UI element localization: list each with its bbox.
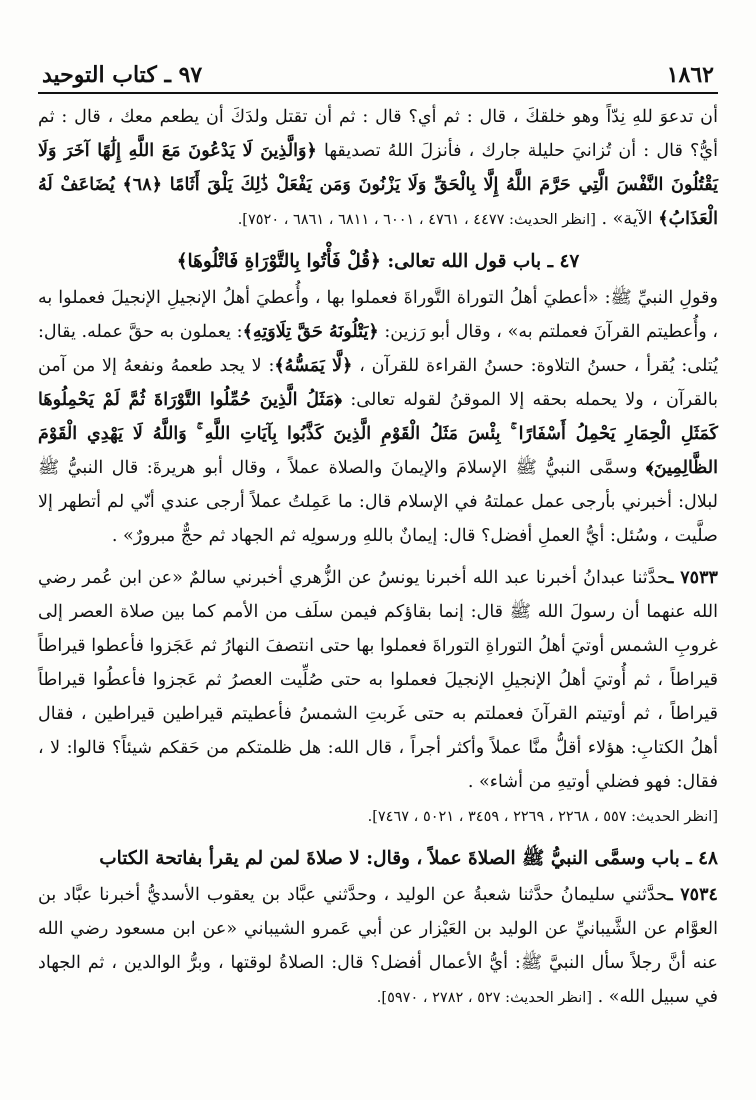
heading-quran: ﴿قُلْ فَأْتُوا بِالتَّوْرَاةِ فَاتْلُوهَا﴾ (176, 251, 381, 272)
book-title: ٩٧ ـ كتاب التوحيد (42, 62, 203, 88)
section-heading-48: ٤٨ ـ باب وسمَّى النبيُّ ﷺ الصلاةَ عملاً ، وقال: لا صلاةَ لمن لم يقرأ بفاتحة الكتاب (99, 848, 718, 869)
hadith-number: ٧٥٣٣ ـ (668, 567, 719, 588)
hadith-continuation (38, 100, 718, 237)
quran-verse: ﴿يَتْلُونَهُ حَقَّ تِلَاوَتِهِ﴾ (242, 321, 379, 342)
heading-text: ٤٧ ـ باب قول الله تعالى: (380, 251, 580, 272)
page-content (38, 94, 718, 1015)
text: وقولِ النبيِّ ﷺ: «أعطيَ أهلُ التوراة التَّوراةَ فعملوا بها ، وأُعطيَ أهلُ الإنجيلِ الإنجيلَ فعملوا به ، وأُعطيتم القرآنَ فعملتم به» ، وقال أبو رَزين: (38, 288, 719, 342)
section-47-body (38, 281, 718, 553)
page-number: ١٨٦٢ (666, 62, 714, 88)
hadith-number: ٧٥٣٤ ـ (667, 884, 719, 905)
text: الآية» . (595, 209, 659, 229)
page-header (38, 62, 718, 94)
text: : يعملون به حقَّ عمله. يقال: يُتلى: يُقرأ ، حسنُ التلاوة: حسنُ القراءة للقرآن ، (38, 322, 718, 376)
cross-reference: [انظر الحديث: ٥٢٧ ، ٢٧٨٢ ، ٥٩٧٠]. (376, 990, 592, 1006)
cross-reference: [انظر الحديث: ٤٤٧٧ ، ٤٧٦١ ، ٦٠٠١ ، ٦٨١١ ، ٦٨٦١ ، ٧٥٢٠]. (237, 212, 596, 228)
hadith-text: حدَّثنا عبدانُ أخبرنا عبد الله أخبرنا يونسُ عن الزُّهري أخبرني سالمٌ «عن ابن عُمر رضي الله عنهما أن رسولَ الله ﷺ قال: إنما بقاؤكم فيمن سلَف من الأمم كما بين صلاة العصر إلى غروبِ الشمس أوتيَ أهلُ التوراةِ التوراةَ فعملوا بها حتى انتصفَ النهارُ ثم عَجَزوا فأعطوا قيراطاً قيراطاً ، ثم أُوتيَ أهلُ الإنجيلِ الإنجيلَ فعملوا به حتى صُلِّيت العصرُ ثم عَجزوا فأعطُوا قيراطاً قيراطاً ، ثم أوتيتم القرآنَ فعملتم به حتى غَربتِ الشمسُ فأعطيتم قيراطين قيراطين ، فقال أهلُ الكتابِ: هؤلاء أقلُّ منَّا عملاً وأكثر أجراً ، قال الله: هل ظلمتكم من حَقكم شيئاً؟ قالوا: لا ، فقال: فهو فضلي أوتيهِ من أشاء» . (38, 568, 718, 792)
hadith-7533 (38, 561, 718, 799)
quran-verse: ﴿لَّا يَمَسُّهُ﴾ (274, 355, 353, 376)
text: أن تدعوَ للهِ نِدّاً وهو خلقكَ ، قال : ثم أي؟ قال : ثم أن تقتل ولدَكَ أن يطعم معك ، قال : ثم أيُّ؟ قال : أن تُزانيَ حليلة جارك ، فأنزلَ اللهُ تصديقها (38, 107, 718, 161)
quran-verse: ﴿مَثَلُ الَّذِينَ حُمِّلُوا التَّوْرَاةَ ثُمَّ لَمْ يَحْمِلُوهَا كَمَثَلِ الْحِمَارِ يَحْمِلُ أَسْفَارًا ۚ بِئْسَ مَثَلُ الْقَوْمِ الَّذِينَ كَذَّبُوا بِآيَاتِ اللَّهِ ۚ وَاللَّهُ لَا يَهْدِي الْقَوْمَ الظَّالِمِينَ﴾ (38, 389, 718, 478)
hadith-text: حدَّثني سليمانُ حدَّثنا شعبةُ عن الوليد ، وحدَّثني عبَّاد بن يعقوب الأسديُّ أخبرنا عبَّاد بن العوَّام عن الشَّيبانيِّ عن الوليد بن العَيْزار عن أبي عَمرو الشيباني «عن ابن مسعود رضي الله عنه أنَّ رجلاً سأل النبيَّ ﷺ: أيُّ الأعمال أفضل؟ قال: الصلاةُ لوقتها ، وبرُّ الوالدين ، ثم الجهاد في سبيل الله» . (38, 885, 718, 1007)
text: وسمَّى النبيُّ ﷺ الإسلامَ والإيمانَ والصلاة عملاً ، وقال أبو هريرةَ: قال النبيُّ ﷺ لبلال: أخبرني بأرجى عمل عملتهُ في الإسلام قال: ما عَمِلتُ عملاً أرجى عندي أنّي لم أتطهر إلا صلَّيت ، وسُئل: أيُّ العملِ أفضل؟ قال: إيمانٌ باللهِ ورسولِه ثم الجهاد ثم حجٌّ مبرورٌ» . (38, 458, 718, 546)
section-heading-47 (38, 243, 718, 281)
text: : لا يجد طعمهُ ونفعهُ إلا من آمن بالقرآن ، ولا يحمله بحقه إلا الموقنُ لقوله تعالى: (38, 356, 718, 410)
quran-verse: ﴿وَالَّذِينَ لَا يَدْعُونَ مَعَ اللَّهِ إِلَٰهًا آخَرَ وَلَا يَقْتُلُونَ النَّفْسَ الَّتِي حَرَّمَ اللَّهُ إِلَّا بِالْحَقِّ وَلَا يَزْنُونَ وَمَن يَفْعَلْ ذَٰلِكَ يَلْقَ أَثَامًا ﴿٦٨﴾ يُضَاعَفْ لَهُ الْعَذَابُ﴾ (38, 140, 718, 229)
cross-reference: [انظر الحديث: ٥٥٧ ، ٢٢٦٨ ، ٢٢٦٩ ، ٣٤٥٩ ، ٥٠٢١ ، ٧٤٦٧]. (367, 809, 718, 825)
hadith-7533-ref (38, 799, 718, 834)
hadith-7534 (38, 878, 718, 1015)
